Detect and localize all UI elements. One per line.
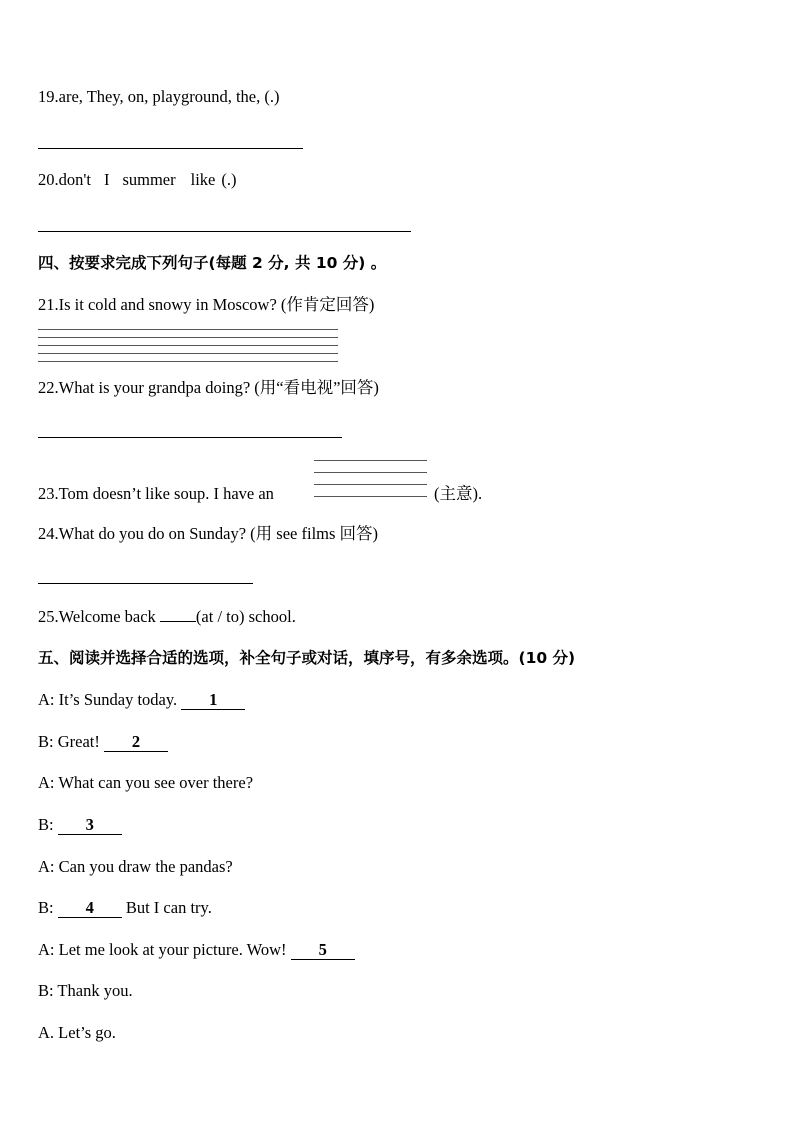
dialogue-line (38, 981, 133, 1001)
section-4-heading: 四、按要求完成下列句子(每题 2 分, 共 10 分) 。 (38, 254, 387, 272)
answer-blank[interactable]: 1 (181, 691, 245, 710)
question-25 (38, 607, 296, 627)
answer-blank[interactable]: 5 (291, 941, 355, 960)
answer-line-22[interactable] (38, 437, 342, 438)
speaker-label: A: (38, 940, 55, 959)
question-text: Is it cold and snowy in Moscow? (作肯定回答) (58, 295, 375, 314)
dialogue-text: Thank you. (57, 981, 133, 1000)
question-23-hint: (主意). (434, 484, 483, 503)
answer-blank[interactable]: 4 (58, 899, 122, 918)
section-5-heading: 五、阅读并选择合适的选项，补全句子或对话，填序号，有多余选项。(10 分) (38, 649, 576, 667)
speaker-label: A: (38, 690, 55, 709)
speaker-label: A: (38, 857, 55, 876)
question-22 (38, 378, 379, 398)
speaker-label: A: (38, 773, 55, 792)
option-text: Let’s go. (58, 1023, 116, 1042)
question-number: 25. (38, 607, 59, 626)
question-21 (38, 295, 374, 315)
question-text: What do you do on Sunday? (用 see films 回答) (58, 524, 379, 543)
dialogue-text: Let me look at your picture. Wow! (58, 940, 287, 959)
speaker-label: B: (38, 981, 54, 1000)
word: summer (122, 170, 176, 189)
answer-line-20[interactable] (38, 231, 411, 232)
dialogue-line (38, 690, 245, 710)
dialogue-line (38, 732, 168, 752)
question-text: What is your grandpa doing? (用“看电视”回答) (58, 378, 379, 397)
question-number: 20. (38, 170, 59, 189)
question-number: 22. (38, 378, 59, 397)
dialogue-text: Great! (57, 732, 100, 751)
answer-blank[interactable]: 3 (58, 816, 122, 835)
dialogue-line (38, 857, 233, 877)
option-label: A. (38, 1023, 55, 1042)
dialogue-text: Can you draw the pandas? (58, 857, 233, 876)
question-text: Tom doesn’t like soup. I have an (58, 484, 274, 503)
question-number: 24. (38, 524, 59, 543)
word: (.) (221, 170, 237, 189)
question-number: 23. (38, 484, 59, 503)
dialogue-text: What can you see over there? (58, 773, 254, 792)
word: like (190, 170, 216, 189)
question-number: 19. (38, 87, 59, 106)
speaker-label: B: (38, 898, 54, 917)
dialogue-text: But I can try. (125, 898, 212, 917)
question-text-after: (at / to) school. (195, 607, 296, 626)
dialogue-line (38, 773, 253, 793)
speaker-label: B: (38, 815, 54, 834)
answer-blank[interactable]: 2 (104, 733, 168, 752)
word: I (103, 170, 110, 189)
dialogue-line (38, 815, 122, 835)
speaker-label: B: (38, 732, 54, 751)
dialogue-line (38, 940, 355, 960)
question-23 (38, 484, 274, 504)
question-19 (38, 87, 279, 107)
question-text: are, They, on, playground, the, (.) (58, 87, 280, 106)
fill-blank-25[interactable] (160, 621, 196, 622)
question-text-before: Welcome back (58, 607, 156, 626)
word: don't (58, 170, 91, 189)
answer-line-24[interactable] (38, 583, 253, 584)
question-number: 21. (38, 295, 59, 314)
dialogue-text: It’s Sunday today. (58, 690, 178, 709)
question-24 (38, 524, 378, 544)
option-line (38, 1023, 116, 1043)
dialogue-line (38, 898, 212, 918)
answer-line-19[interactable] (38, 148, 303, 149)
question-20 (38, 170, 236, 190)
